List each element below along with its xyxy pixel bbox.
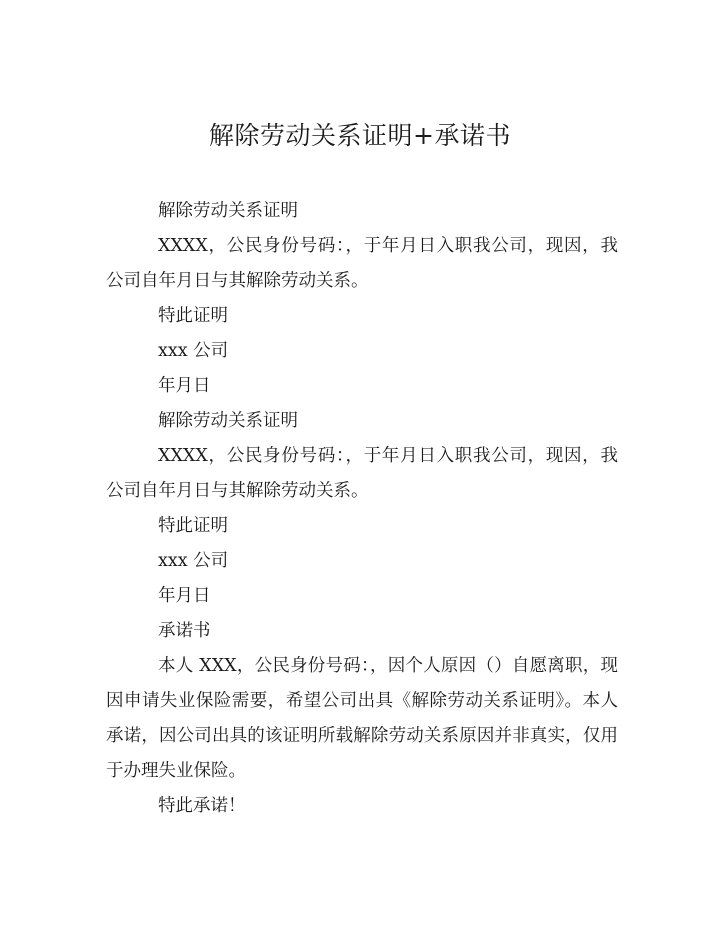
commitment-body: 本人 XXX，公民身份号码：，因个人原因（）自愿离职，现因申请失业保险需要，希望公司出具《解除劳动关系证明》。本人承诺，因公司出具的该证明所载解除劳动关系原因并非真实，仅用于办理失业保险。: [106, 656, 618, 781]
section-heading-certificate-2: 解除劳动关系证明: [158, 411, 298, 431]
certificate-2-company: xxx 公司: [158, 551, 229, 571]
section-heading-commitment: 承诺书: [158, 621, 211, 641]
section-heading-certificate-1: 解除劳动关系证明: [158, 201, 298, 221]
certificate-2-date: 年月日: [158, 586, 211, 606]
certificate-1-body: XXXX，公民身份号码：，于年月日入职我公司，现因，我公司自年月日与其解除劳动关系。: [106, 236, 618, 291]
document-title: 解除劳动关系证明+承诺书: [209, 121, 511, 150]
certificate-1-date: 年月日: [158, 376, 211, 396]
certificate-1-company: xxx 公司: [158, 341, 229, 361]
certificate-1-closing: 特此证明: [158, 306, 228, 326]
commitment-closing: 特此承诺！: [158, 796, 246, 816]
certificate-2-body: XXXX，公民身份号码：，于年月日入职我公司，现因，我公司自年月日与其解除劳动关系。: [106, 446, 618, 501]
document-body: [106, 194, 618, 824]
certificate-2-closing: 特此证明: [158, 516, 228, 536]
